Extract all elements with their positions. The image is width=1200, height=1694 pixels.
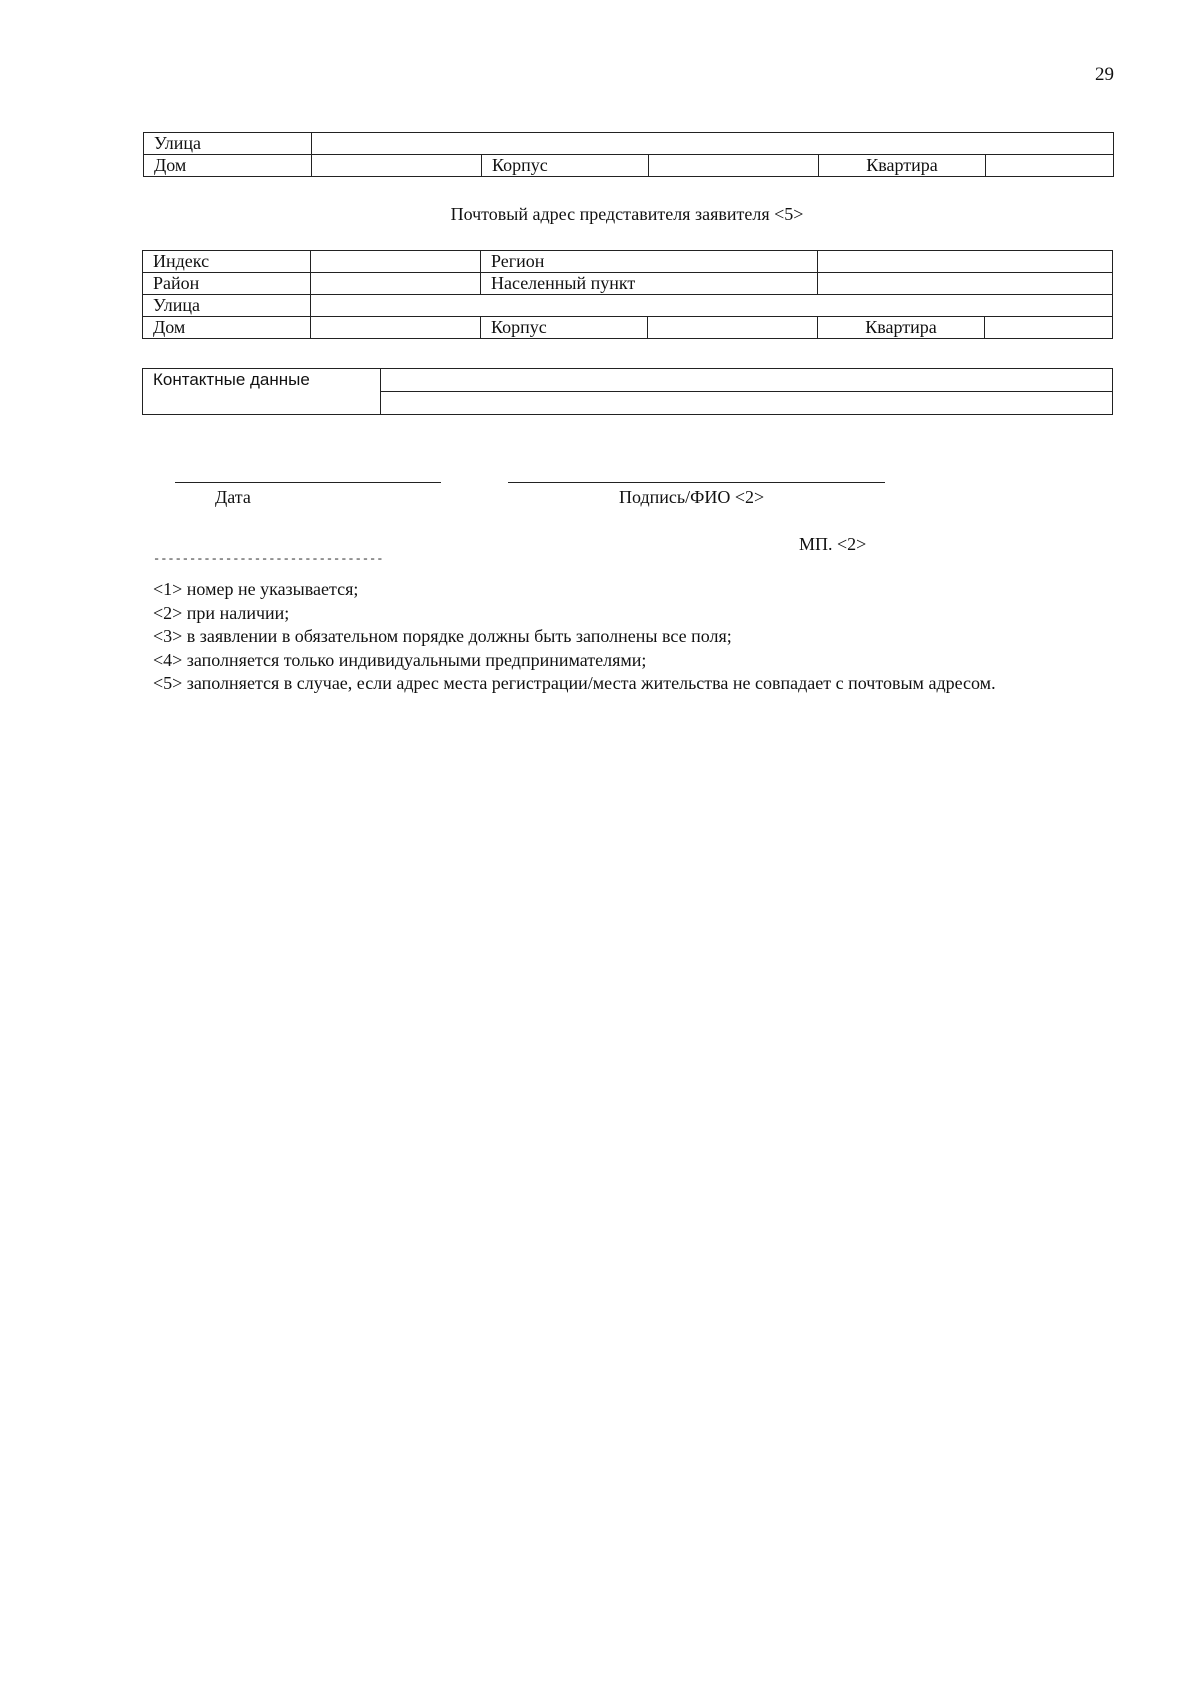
building-field[interactable]: [648, 317, 818, 339]
table-row: [143, 317, 1113, 339]
footnote-item: <4> заполняется только индивидуальными предпринимателями;: [153, 649, 647, 670]
street-field[interactable]: [312, 133, 1114, 155]
table-row: [144, 133, 1114, 155]
footnote-item: <3> в заявлении в обязательном порядке должны быть заполнены все поля;: [153, 626, 732, 646]
apartment-label: Квартира: [819, 155, 986, 177]
street-label: Улица: [144, 133, 312, 155]
table-row: [143, 295, 1113, 317]
building-label: Корпус: [482, 155, 649, 177]
contacts-label: Контактные данные: [143, 369, 381, 415]
region-field[interactable]: [818, 251, 1113, 273]
date-label: Дата: [215, 487, 251, 507]
postal-address-title: Почтовый адрес представителя заявителя <5>: [450, 204, 804, 224]
contact-field-1[interactable]: [381, 369, 1113, 392]
footnote-separator: --------------------------------: [153, 552, 384, 566]
contacts-table: [142, 368, 1113, 415]
signature-line[interactable]: [508, 482, 885, 483]
district-label: Район: [143, 273, 311, 295]
region-label: Регион: [481, 251, 818, 273]
house-field[interactable]: [312, 155, 482, 177]
page-number: 29: [1095, 64, 1114, 85]
table-row: [143, 369, 1113, 392]
footnote-item: <5> заполняется в случае, если адрес места регистрации/места жительства не совпадает с почтовым адресом.: [153, 673, 996, 693]
contact-field-2[interactable]: [381, 392, 1113, 415]
building-field[interactable]: [649, 155, 819, 177]
street-field[interactable]: [311, 295, 1113, 317]
date-line[interactable]: [175, 482, 441, 483]
table-row: [143, 273, 1113, 295]
house-label: Дом: [144, 155, 312, 177]
locality-field[interactable]: [818, 273, 1113, 295]
apartment-field[interactable]: [986, 155, 1114, 177]
postal-address-table: [142, 250, 1113, 339]
house-label: Дом: [143, 317, 311, 339]
index-field[interactable]: [311, 251, 481, 273]
stamp-label: МП. <2>: [799, 534, 867, 554]
table-row: [144, 155, 1114, 177]
locality-label: Населенный пункт: [481, 273, 818, 295]
footnotes: [153, 578, 1113, 696]
apartment-field[interactable]: [985, 317, 1113, 339]
footnote-item: <1> номер не указывается;: [153, 579, 359, 599]
signature-label: Подпись/ФИО <2>: [619, 487, 765, 507]
district-field[interactable]: [311, 273, 481, 295]
apartment-label: Квартира: [818, 317, 985, 339]
house-field[interactable]: [311, 317, 481, 339]
street-label: Улица: [143, 295, 311, 317]
index-label: Индекс: [143, 251, 311, 273]
registration-address-table: [143, 132, 1114, 177]
table-row: [143, 251, 1113, 273]
building-label: Корпус: [481, 317, 648, 339]
footnote-item: <2> при наличии;: [153, 602, 290, 623]
